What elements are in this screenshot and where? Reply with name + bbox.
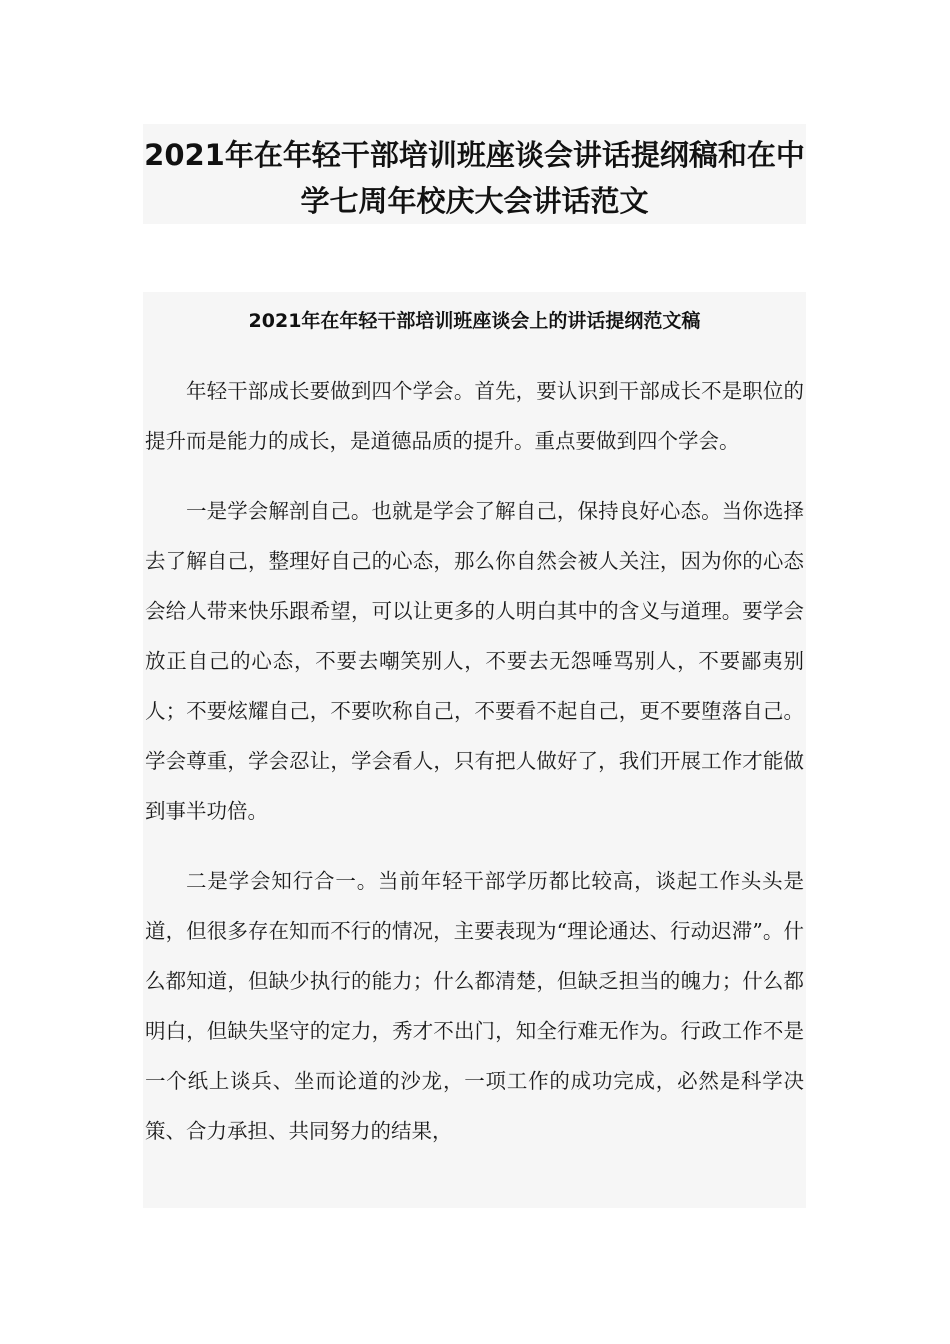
document-title-block: [143, 124, 806, 224]
section-title: 2021年在年轻干部培训班座谈会上的讲话提纲范文稿: [248, 310, 701, 332]
paragraph-point-two: 二是学会知行合一。当前年轻干部学历都比较高，谈起工作头头是道，但很多存在知而不行的情况，主要表现为“理论通达、行动迟滞”。什么都知道，但缺少执行的能力；什么都清楚，但缺乏担当的魄力；什么都明白，但缺失坚守的定力，秀才不出门，知全行难无作为。行政工作不是一个纸上谈兵、坐而论道的沙龙，一项工作的成功完成，必然是科学决策、合力承担、共同努力的结果，: [145, 869, 804, 1143]
paragraph-point-one: 一是学会解剖自己。也就是学会了解自己，保持良好心态。当你选择去了解自己，整理好自己的心态，那么你自然会被人关注，因为你的心态会给人带来快乐跟希望，可以让更多的人明白其中的含义与道理。要学会放正自己的心态，不要去嘲笑别人，不要去无怨唾骂别人，不要鄙夷别人；不要炫耀自己，不要吹称自己，不要看不起自己，更不要堕落自己。学会尊重，学会忍让，学会看人，只有把人做好了，我们开展工作才能做到事半功倍。: [145, 499, 804, 823]
document-title: 2021年在年轻干部培训班座谈会讲话提纲稿和在中学七周年校庆大会讲话范文: [144, 138, 805, 218]
paragraph-intro: 年轻干部成长要做到四个学会。首先，要认识到干部成长不是职位的提升而是能力的成长，是道德品质的提升。重点要做到四个学会。: [145, 379, 804, 453]
document-body: [143, 292, 806, 1208]
